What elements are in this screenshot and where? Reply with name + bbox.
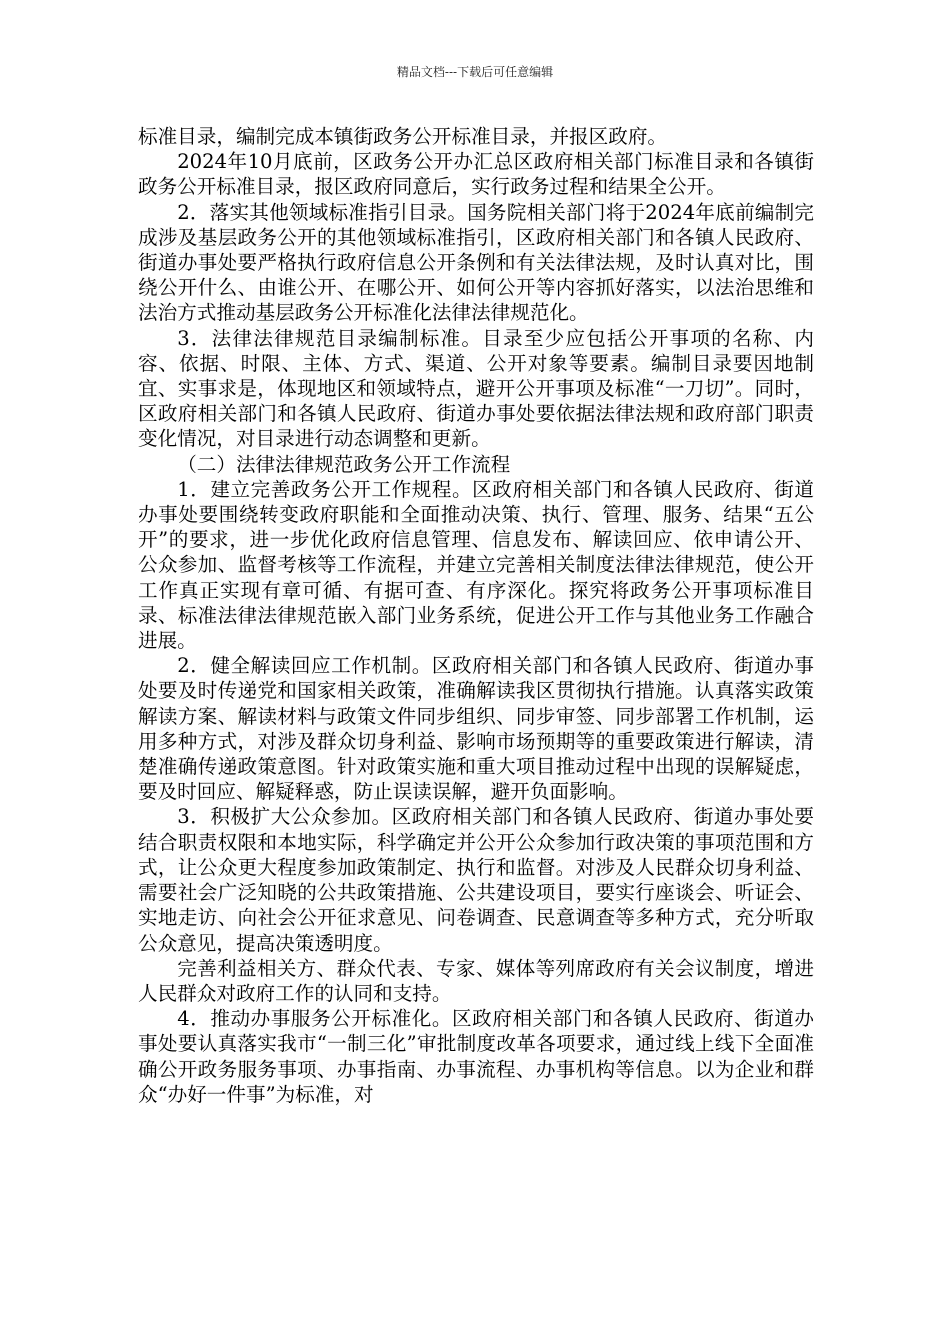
paragraph: 2024年10月底前，区政务公开办汇总区政府相关部门标准目录和各镇街政务公开标准目录，报区政府同意后，实行政务过程和结果全公开。: [138, 150, 814, 199]
paragraph: 4．推动办事服务公开标准化。区政府相关部门和各镇人民政府、街道办事处要认真落实我市“一制三化”审批制度改革各项要求，通过线上线下全面准确公开政务服务事项、办事指南、办事流程、办事机构等信息。以为企业和群众“办好一件事”为标准，对: [138, 1007, 814, 1106]
paragraph: 2．落实其他领域标准指引目录。国务院相关部门将于2024年底前编制完成涉及基层政务公开的其他领域标准指引，区政府相关部门和各镇人民政府、街道办事处要严格执行政府信息公开条例和有关法律法规，及时认真对比，围绕公开什么、由谁公开、在哪公开、如何公开等内容抓好落实，以法治思维和法治方式推动基层政务公开标准化法律法律规范化。: [138, 200, 814, 325]
page-header: 精品文档---下载后可任意编辑: [396, 65, 554, 79]
paragraph: 1．建立完善政务公开工作规程。区政府相关部门和各镇人民政府、街道办事处要围绕转变政府职能和全面推动决策、执行、管理、服务、结果“五公开”的要求，进一步优化政府信息管理、信息发布、解读回应、依申请公开、公众参加、监督考核等工作流程，并建立完善相关制度法律法律规范，使公开工作真正实现有章可循、有据可查、有序深化。探究将政务公开事项标准目录、标准法律法律规范嵌入部门业务系统，促进公开工作与其他业务工作融合进展。: [138, 477, 814, 653]
paragraph: 完善利益相关方、群众代表、专家、媒体等列席政府有关会议制度，增进人民群众对政府工作的认同和支持。: [138, 956, 814, 1005]
paragraph: 3．法律法律规范目录编制标准。目录至少应包括公开事项的名称、内容、依据、时限、主体、方式、渠道、公开对象等要素。编制目录要因地制宜、实事求是，体现地区和领域特点，避开公开事项及标准“一刀切”。同时，区政府相关部门和各镇人民政府、街道办事处要依据法律法规和政府部门职责变化情况，对目录进行动态调整和更新。: [138, 326, 814, 451]
section-heading: （二）法律法律规范政务公开工作流程: [177, 452, 511, 476]
document-body: [138, 124, 814, 1107]
paragraph: 标准目录，编制完成本镇街政务公开标准目录，并报区政府。: [138, 125, 668, 148]
paragraph: 3．积极扩大公众参加。区政府相关部门和各镇人民政府、街道办事处要结合职责权限和本地实际，科学确定并公开公众参加行政决策的事项范围和方式，让公众更大程度参加政策制定、执行和监督。对涉及人民群众切身利益、需要社会广泛知晓的公共政策措施、公共建设项目，要实行座谈会、听证会、实地走访、向社会公开征求意见、问卷调查、民意调查等多种方式，充分听取公众意见，提高决策透明度。: [138, 805, 814, 955]
paragraph: 2．健全解读回应工作机制。区政府相关部门和各镇人民政府、街道办事处要及时传递党和国家相关政策，准确解读我区贯彻执行措施。认真落实政策解读方案、解读材料与政策文件同步组织、同步审签、同步部署工作机制，运用多种方式，对涉及群众切身利益、影响市场预期等的重要政策进行解读，清楚准确传递政策意图。针对政策实施和重大项目推动过程中出现的误解疑虑，要及时回应、解疑释惑，防止误读误解，避开负面影响。: [138, 654, 814, 804]
